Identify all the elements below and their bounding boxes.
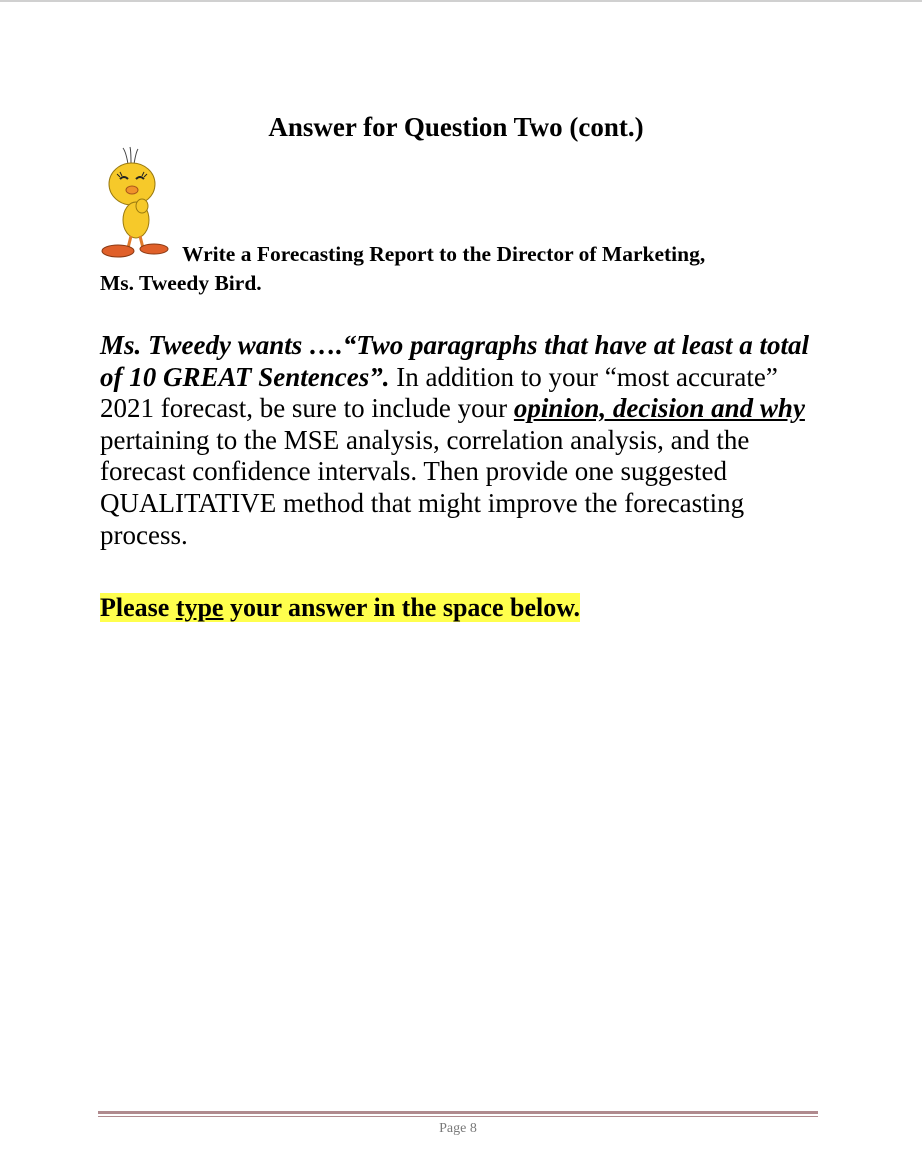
page-number: Page 8 — [439, 1121, 477, 1136]
instructions-emphasis: opinion, decision and why — [513, 393, 805, 424]
report-subheading — [100, 240, 820, 298]
answer-prompt — [100, 592, 580, 624]
answer-prompt-before: Please — [100, 593, 176, 622]
instructions-text-2: pertaining to the MSE analysis, correlation analysis, and the forecast confidence intervals. Then provide one suggested QUALITATIVE method that might improve the forecasting process. — [100, 424, 750, 550]
instructions-paragraph — [100, 330, 815, 551]
subheading-line-1: Write a Forecasting Report to the Director of Marketing, — [182, 242, 706, 266]
subheading-line-2: Ms. Tweedy Bird. — [100, 271, 262, 295]
page-title: Answer for Question Two (cont.) — [268, 112, 644, 142]
footer-rule-thin — [98, 1116, 818, 1117]
instructions-text-1: In addition to your “most accurate” 2021 forecast, be sure to include your — [100, 361, 778, 424]
footer-rule — [98, 1111, 818, 1114]
answer-prompt-underlined: type — [175, 593, 224, 622]
instructions-intro: Ms. Tweedy wants ….“Two paragraphs that have at least a total of 10 GREAT Sentences”. — [100, 330, 810, 392]
answer-prompt-after: your answer in the space below. — [223, 593, 581, 622]
top-border — [0, 0, 922, 2]
